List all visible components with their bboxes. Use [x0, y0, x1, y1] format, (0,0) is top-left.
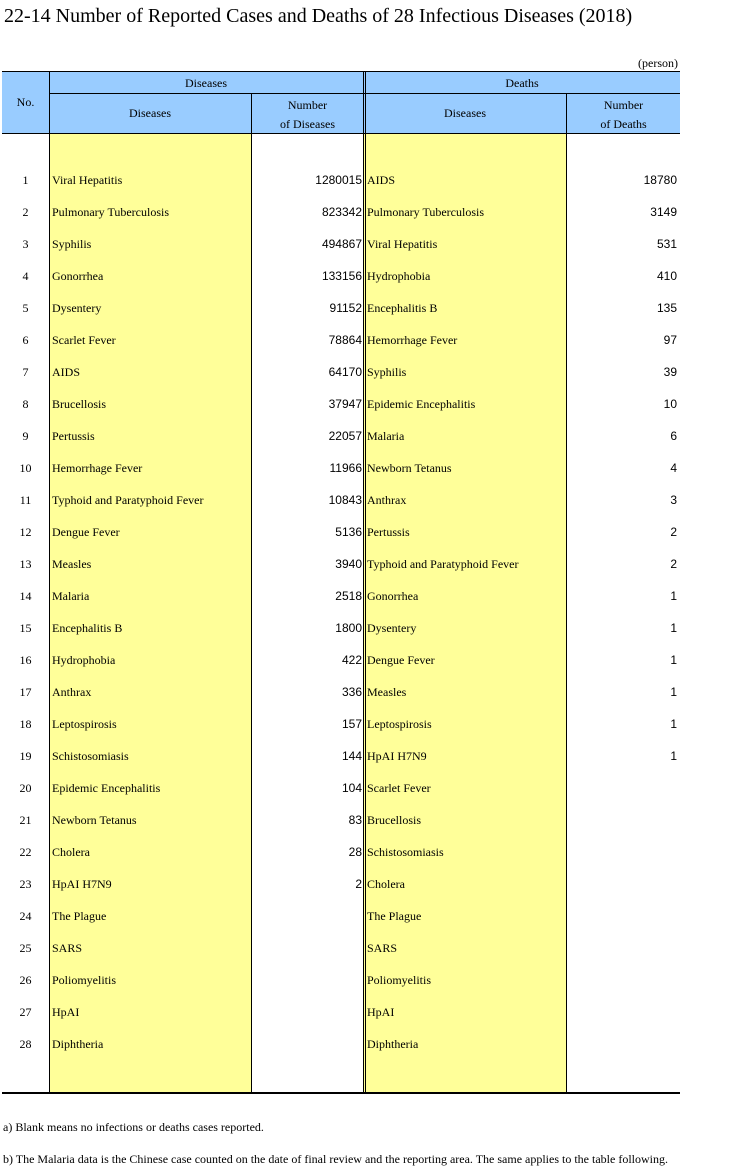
- note-a: a) Blank means no infections or deaths cases reported.: [3, 1120, 264, 1134]
- row-number: 13: [19, 557, 32, 571]
- header-group-deaths: [364, 71, 680, 93]
- death-disease-name: Viral Hepatitis: [367, 237, 438, 251]
- case-count: 494867: [321, 237, 362, 251]
- death-disease-name: AIDS: [367, 173, 396, 187]
- row-number: 4: [22, 269, 29, 283]
- disease-name: Poliomyelitis: [52, 973, 117, 987]
- death-disease-name: SARS: [367, 941, 398, 955]
- table-row: [2, 774, 680, 806]
- row-number: 10: [19, 461, 32, 475]
- death-disease-name: Gonorrhea: [367, 589, 419, 603]
- death-count: 531: [656, 237, 677, 251]
- disease-name: Hemorrhage Fever: [52, 461, 143, 475]
- table-row: [2, 742, 680, 774]
- death-disease-name: Newborn Tetanus: [367, 461, 452, 475]
- table-row: [2, 390, 680, 422]
- row-number: 25: [19, 941, 32, 955]
- header-number-right-line1: Number: [603, 98, 644, 112]
- case-count: 2: [355, 877, 362, 891]
- disease-name: Malaria: [52, 589, 90, 603]
- death-disease-name: Leptospirosis: [367, 717, 432, 731]
- death-count: 1: [670, 653, 677, 667]
- death-disease-name: Encephalitis B: [367, 301, 438, 315]
- death-count: 3149: [650, 205, 677, 219]
- header-number-right: [567, 94, 680, 133]
- rule-bottom: [2, 1092, 680, 1094]
- row-number: 1: [22, 173, 29, 187]
- disease-name: Pulmonary Tuberculosis: [52, 205, 170, 219]
- header-diseases-left: [49, 94, 251, 133]
- rule-header-bottom: [2, 133, 680, 134]
- death-disease-name: Poliomyelitis: [367, 973, 432, 987]
- death-disease-name: The Plague: [367, 909, 422, 923]
- row-number: 11: [19, 493, 32, 507]
- death-disease-name: Diphtheria: [367, 1037, 419, 1051]
- death-disease-name: Anthrax: [367, 493, 407, 507]
- case-count: 823342: [321, 205, 362, 219]
- row-number: 17: [19, 685, 32, 699]
- death-count: 1: [670, 749, 677, 763]
- case-count: 144: [341, 749, 362, 763]
- row-number: 19: [19, 749, 32, 763]
- case-count: 1800: [335, 621, 362, 635]
- death-disease-name: Dengue Fever: [367, 653, 435, 667]
- death-disease-name: Scarlet Fever: [367, 781, 431, 795]
- header-group-diseases-label: Diseases: [185, 76, 227, 90]
- death-disease-name: Hydrophobia: [367, 269, 431, 283]
- case-count: 2518: [335, 589, 362, 603]
- disease-name: Anthrax: [52, 685, 92, 699]
- header-no: [2, 71, 49, 133]
- death-count: 10: [663, 397, 677, 411]
- death-disease-name: HpAI: [367, 1005, 395, 1019]
- disease-name: Gonorrhea: [52, 269, 104, 283]
- table-row: [2, 486, 680, 518]
- row-number: 8: [22, 397, 29, 411]
- case-count: 10843: [328, 493, 362, 507]
- death-count: 1: [670, 589, 677, 603]
- disease-name: Epidemic Encephalitis: [52, 781, 161, 795]
- unit-label: (person): [638, 56, 678, 70]
- disease-name: Newborn Tetanus: [52, 813, 137, 827]
- death-disease-name: Epidemic Encephalitis: [367, 397, 476, 411]
- disease-table: [2, 71, 680, 1094]
- row-number: 12: [19, 525, 32, 539]
- death-count: 97: [663, 333, 677, 347]
- death-disease-name: Malaria: [367, 429, 405, 443]
- death-disease-name: Pulmonary Tuberculosis: [367, 205, 485, 219]
- table-row: [2, 710, 680, 742]
- row-number: 18: [19, 717, 32, 731]
- header-diseases-right-label: Diseases: [444, 106, 486, 120]
- death-count: 410: [656, 269, 677, 283]
- rule-top: [2, 71, 680, 72]
- row-number: 22: [19, 845, 32, 859]
- table-row: [2, 806, 680, 838]
- table-row: [2, 454, 680, 486]
- disease-name: HpAI: [52, 1005, 80, 1019]
- table-row: [2, 582, 680, 614]
- table-row: [2, 614, 680, 646]
- death-count: 39: [663, 365, 677, 379]
- case-count: 78864: [328, 333, 362, 347]
- death-disease-name: Hemorrhage Fever: [367, 333, 458, 347]
- header-number-left-line2: of Diseases: [280, 117, 335, 131]
- disease-name: Encephalitis B: [52, 621, 123, 635]
- case-count: 104: [341, 781, 362, 795]
- row-number: 6: [22, 333, 29, 347]
- death-count: 3: [670, 493, 677, 507]
- table-row: [2, 838, 680, 870]
- case-count: 422: [341, 653, 362, 667]
- header-diseases-left-label: Diseases: [129, 106, 171, 120]
- death-disease-name: Cholera: [367, 877, 405, 891]
- header-no-label: No.: [16, 95, 35, 109]
- header-number-right-line2: of Deaths: [600, 117, 647, 131]
- header-number-left-line1: Number: [287, 98, 328, 112]
- header-group-deaths-label: Deaths: [505, 76, 539, 90]
- disease-name: Viral Hepatitis: [52, 173, 123, 187]
- table-row: [2, 326, 680, 358]
- disease-name: Dengue Fever: [52, 525, 120, 539]
- death-disease-name: Measles: [367, 685, 407, 699]
- table-row: [2, 646, 680, 678]
- row-number: 7: [22, 365, 29, 379]
- death-count: 4: [670, 461, 677, 475]
- case-count: 11966: [329, 461, 362, 475]
- disease-name: Scarlet Fever: [52, 333, 116, 347]
- row-number: 23: [19, 877, 32, 891]
- row-number: 27: [19, 1005, 32, 1019]
- row-number: 14: [19, 589, 32, 603]
- table-row: [2, 902, 680, 934]
- row-number: 2: [22, 205, 29, 219]
- row-number: 15: [19, 621, 32, 635]
- table-row: [2, 966, 680, 998]
- disease-name: Pertussis: [52, 429, 95, 443]
- row-number: 21: [19, 813, 32, 827]
- table-row: [2, 230, 680, 262]
- death-count: 1: [670, 685, 677, 699]
- case-count: 28: [348, 845, 362, 859]
- row-number: 26: [19, 973, 32, 987]
- case-count: 37947: [328, 397, 362, 411]
- table-row: [2, 998, 680, 1030]
- disease-name: Typhoid and Paratyphoid Fever: [52, 493, 204, 507]
- death-count: 18780: [643, 173, 677, 187]
- table-row: [2, 550, 680, 582]
- case-count: 336: [341, 685, 362, 699]
- disease-name: The Plague: [52, 909, 107, 923]
- page-title: 22-14 Number of Reported Cases and Deaths of 28 Infectious Diseases (2018): [4, 5, 633, 27]
- table-row: [2, 422, 680, 454]
- disease-name: SARS: [52, 941, 83, 955]
- death-disease-name: Brucellosis: [367, 813, 421, 827]
- table-row: [2, 678, 680, 710]
- table-row: [2, 518, 680, 550]
- header-number-left: [252, 94, 363, 133]
- table-row: [2, 166, 680, 198]
- death-count: 1: [670, 717, 677, 731]
- disease-name: Brucellosis: [52, 397, 106, 411]
- case-count: 83: [348, 813, 362, 827]
- disease-name: Dysentery: [52, 301, 102, 315]
- row-number: 3: [22, 237, 29, 251]
- row-number: 24: [19, 909, 32, 923]
- header-group-diseases: [49, 71, 363, 93]
- disease-name: Schistosomiasis: [52, 749, 129, 763]
- case-count: 5136: [335, 525, 362, 539]
- disease-name: Cholera: [52, 845, 90, 859]
- disease-name: Syphilis: [52, 237, 92, 251]
- table-row: [2, 934, 680, 966]
- death-count: 135: [656, 301, 677, 315]
- row-number: 20: [19, 781, 32, 795]
- death-disease-name: Dysentery: [367, 621, 417, 635]
- disease-name: HpAI H7N9: [52, 877, 112, 891]
- disease-name: Hydrophobia: [52, 653, 116, 667]
- death-count: 2: [670, 557, 677, 571]
- header-diseases-right: [364, 94, 566, 133]
- disease-name: Diphtheria: [52, 1037, 104, 1051]
- table-row: [2, 1030, 680, 1062]
- row-number: 9: [22, 429, 29, 443]
- death-disease-name: Syphilis: [367, 365, 407, 379]
- disease-name: Measles: [52, 557, 92, 571]
- table-row: [2, 870, 680, 902]
- death-disease-name: HpAI H7N9: [367, 749, 427, 763]
- death-disease-name: Typhoid and Paratyphoid Fever: [367, 557, 519, 571]
- death-count: 2: [670, 525, 677, 539]
- case-count: 1280015: [315, 173, 362, 187]
- row-number: 28: [19, 1037, 32, 1051]
- table-row: [2, 358, 680, 390]
- death-disease-name: Schistosomiasis: [367, 845, 444, 859]
- case-count: 3940: [335, 557, 362, 571]
- death-disease-name: Pertussis: [367, 525, 410, 539]
- table-row: [2, 198, 680, 230]
- table-row: [2, 262, 680, 294]
- disease-name: Leptospirosis: [52, 717, 117, 731]
- death-count: 1: [670, 621, 677, 635]
- death-count: 6: [670, 429, 677, 443]
- table-row: [2, 294, 680, 326]
- disease-name: AIDS: [52, 365, 81, 379]
- note-b: b) The Malaria data is the Chinese case counted on the date of final review and the reporting area. The same applies to the table following.: [3, 1152, 668, 1166]
- case-count: 157: [341, 717, 362, 731]
- row-number: 16: [19, 653, 32, 667]
- case-count: 22057: [328, 429, 362, 443]
- case-count: 133156: [321, 269, 362, 283]
- case-count: 91152: [329, 301, 362, 315]
- row-number: 5: [22, 301, 29, 315]
- case-count: 64170: [328, 365, 362, 379]
